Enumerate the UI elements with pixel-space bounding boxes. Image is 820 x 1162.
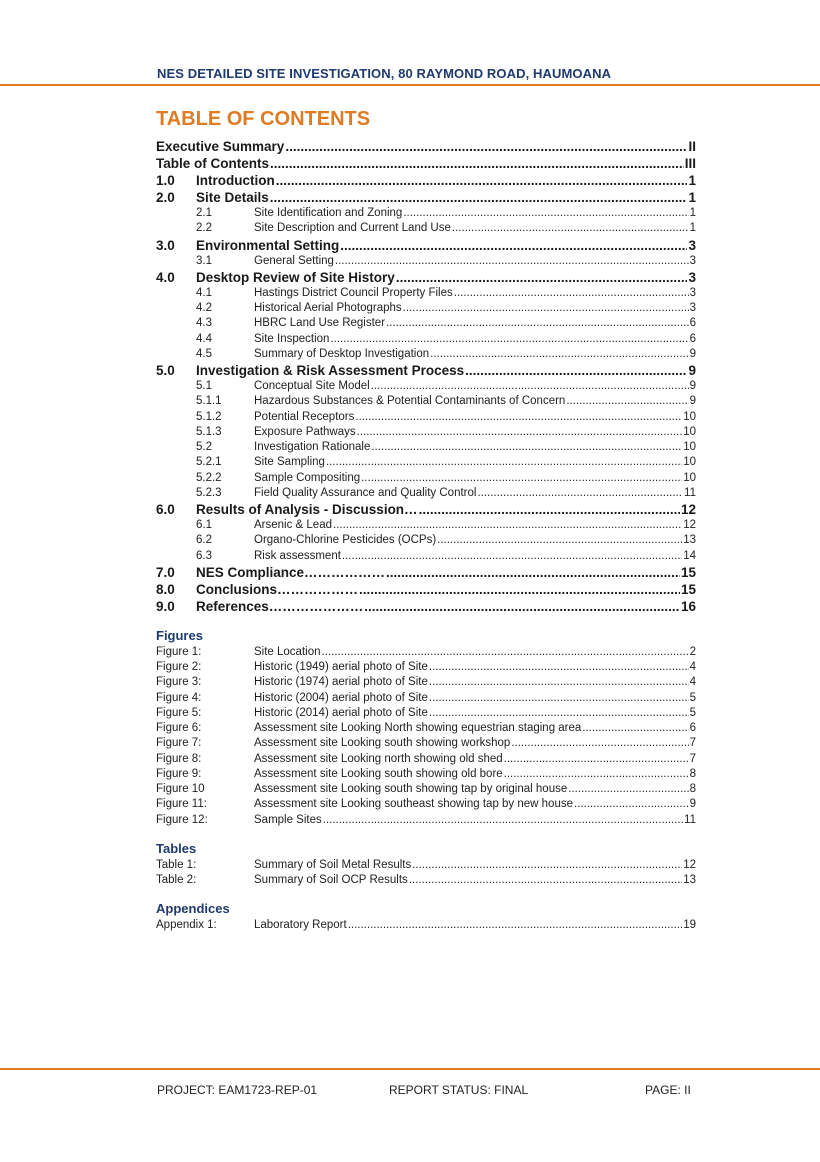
toc-section — [156, 581, 696, 598]
dot-leader — [430, 347, 688, 362]
toc-section — [156, 501, 696, 518]
entry-page: 13 — [683, 534, 696, 547]
entry-page: 9 — [689, 380, 696, 392]
entry-page: 10 — [683, 456, 696, 469]
dot-leader — [359, 581, 680, 598]
entry-page: 6 — [689, 332, 696, 345]
toc-subsection — [156, 301, 696, 316]
toc-subsection — [156, 518, 696, 533]
entry-page: 3 — [688, 269, 696, 285]
toc-subsection — [156, 440, 696, 455]
entry-number: 6.2 — [196, 534, 212, 547]
toc-entry — [156, 155, 696, 172]
entry-page: 19 — [683, 919, 696, 932]
entry-label: Exposure Pathways — [254, 425, 356, 438]
figure-entry — [156, 813, 696, 828]
entry-page: 3 — [688, 237, 696, 253]
entry-page: 9 — [689, 347, 696, 360]
entry-number: Figure 12: — [156, 813, 208, 826]
entry-number: 1.0 — [156, 173, 175, 188]
entry-number: 5.2 — [196, 441, 212, 453]
entry-page: 16 — [680, 598, 696, 614]
entry-label: Hazardous Substances & Potential Contaminants of Concern — [254, 395, 566, 408]
figure-entry — [156, 752, 696, 767]
entry-number: 5.1 — [196, 380, 212, 392]
entry-label: Laboratory Report — [254, 919, 347, 932]
entry-page: 12 — [680, 502, 696, 517]
entry-label: Summary of Soil Metal Results — [254, 858, 412, 871]
dot-leader — [437, 533, 682, 548]
entry-label: Assessment site Looking southeast showing tap by new house — [254, 798, 573, 811]
entry-number: 5.1.3 — [196, 425, 222, 438]
entry-label: Sample Sites — [254, 813, 322, 826]
entry-page: 9 — [688, 363, 696, 378]
tables-heading: Tables — [156, 840, 197, 856]
dot-leader — [357, 425, 683, 440]
entry-page: 5 — [689, 706, 696, 719]
dot-leader — [504, 752, 689, 767]
dot-leader — [566, 394, 688, 409]
entry-page: 15 — [680, 581, 696, 597]
figure-entry — [156, 645, 696, 660]
entry-number: 2.1 — [196, 207, 212, 219]
dot-leader — [326, 455, 682, 470]
entry-label: HBRC Land Use Register — [254, 317, 386, 330]
dot-leader — [511, 736, 688, 751]
dot-leader — [340, 237, 687, 254]
entry-number: Figure 4: — [156, 691, 202, 704]
entry-label: Historical Aerial Photographs — [254, 302, 402, 314]
entry-label: Sample Compositing — [254, 471, 361, 484]
entry-label: Site Details — [196, 190, 269, 205]
entry-label: Site Identification and Zoning — [254, 207, 403, 219]
entry-label: Arsenic & Lead — [254, 519, 332, 531]
entry-page: 10 — [683, 425, 696, 438]
dot-leader — [323, 813, 683, 828]
entry-label: Assessment site Looking south showing workshop — [254, 737, 511, 750]
dot-leader — [465, 362, 687, 379]
dot-leader — [429, 675, 689, 690]
entry-page: 10 — [683, 441, 696, 453]
appendix-entry — [156, 918, 696, 933]
figure-entry — [156, 767, 696, 782]
entry-page: 13 — [683, 874, 696, 886]
entry-number: Figure 7: — [156, 737, 202, 750]
entry-label: Environmental Setting — [196, 237, 340, 253]
toc-section — [156, 269, 696, 286]
entry-number: 5.2.1 — [196, 456, 222, 469]
entry-number: Table 2: — [156, 874, 197, 886]
entry-page: 14 — [683, 549, 696, 562]
entry-page: 12 — [683, 858, 696, 871]
entry-page: 9 — [689, 798, 696, 811]
entry-number: Table 1: — [156, 858, 197, 871]
entry-label: Results of Analysis - Discussion… — [196, 502, 418, 517]
entry-page: 10 — [683, 410, 696, 423]
entry-label: NES Compliance……………… — [196, 564, 386, 580]
entry-number: 3.0 — [156, 237, 175, 253]
dot-leader — [452, 221, 689, 236]
entry-number: Figure 9: — [156, 767, 202, 780]
dot-leader — [330, 332, 688, 347]
entry-number: 4.5 — [196, 347, 212, 360]
toc-subsection — [156, 549, 696, 564]
dot-leader — [403, 301, 689, 316]
entry-label: Investigation Rationale — [254, 441, 371, 453]
entry-label: Introduction — [196, 173, 275, 188]
toc-subsection — [156, 206, 696, 221]
entry-page: 1 — [688, 173, 696, 188]
dot-leader — [270, 189, 688, 206]
toc-subsection — [156, 533, 696, 548]
entry-page: 8 — [689, 783, 696, 795]
entry-page: 1 — [689, 222, 696, 235]
entry-page: 4 — [689, 676, 696, 689]
entry-label: Summary of Desktop Investigation — [254, 347, 430, 360]
dot-leader — [355, 410, 682, 425]
entry-label: Summary of Soil OCP Results — [254, 874, 408, 886]
entry-label: Hastings District Council Property Files — [254, 286, 453, 299]
dot-leader — [285, 138, 687, 155]
footer-project: PROJECT: EAM1723-REP-01 — [157, 1083, 318, 1097]
entry-label: Conclusions……………… — [196, 581, 359, 597]
entry-page: 6 — [689, 722, 696, 734]
footer-divider — [0, 1068, 820, 1070]
entry-number: 8.0 — [156, 581, 175, 597]
entry-label: Site Location — [254, 645, 321, 658]
entry-label: Risk assessment — [254, 549, 341, 562]
figure-entry — [156, 782, 696, 797]
entry-label: Historic (1974) aerial photo of Site — [254, 676, 428, 689]
dot-leader — [322, 645, 689, 660]
toc-section — [156, 237, 696, 254]
entry-label: Historic (2014) aerial photo of Site — [254, 706, 428, 719]
entry-label: Conceptual Site Model — [254, 380, 370, 392]
dot-leader — [568, 782, 688, 797]
entry-label: Investigation & Risk Assessment Process — [196, 363, 465, 378]
entry-page: 7 — [689, 737, 696, 750]
entry-number: 5.1.1 — [196, 395, 222, 408]
dot-leader — [371, 440, 682, 455]
entry-label: Desktop Review of Site History — [196, 269, 395, 285]
dot-leader — [504, 767, 689, 782]
dot-leader — [386, 316, 689, 331]
toc-section — [156, 172, 696, 189]
appendices-heading: Appendices — [156, 901, 230, 917]
figure-entry — [156, 675, 696, 690]
entry-number: 4.2 — [196, 302, 212, 314]
entry-page: 11 — [684, 486, 696, 499]
entry-label: Organo-Chlorine Pesticides (OCPs) — [254, 534, 437, 547]
dot-leader — [582, 721, 688, 736]
figure-entry — [156, 721, 696, 736]
entry-label: General Setting — [254, 254, 334, 267]
figures-heading: Figures — [156, 627, 203, 643]
report-title: NES DETAILED SITE INVESTIGATION, 80 RAYMOND ROAD, HAUMOANA — [157, 66, 612, 81]
entry-label: Historic (2004) aerial photo of Site — [254, 691, 428, 704]
entry-number: Appendix 1: — [156, 919, 217, 932]
entry-number: 5.2.2 — [196, 471, 222, 484]
toc-subsection — [156, 332, 696, 347]
toc-subsection — [156, 221, 696, 236]
dot-leader — [409, 873, 682, 888]
entry-label: Potential Receptors — [254, 410, 355, 423]
entry-number: Figure 8: — [156, 752, 202, 765]
toc-subsection — [156, 410, 696, 425]
toc-entry — [156, 138, 696, 155]
entry-number: 6.0 — [156, 502, 175, 517]
entry-label: Assessment site Looking south showing old bore — [254, 767, 503, 780]
entry-number: Figure 3: — [156, 676, 202, 689]
entry-label: Executive Summary — [156, 139, 285, 154]
entry-page: 3 — [689, 302, 696, 314]
toc-subsection — [156, 254, 696, 269]
dot-leader — [477, 486, 683, 501]
entry-number: Figure 11: — [156, 798, 207, 811]
entry-page: 5 — [689, 691, 696, 704]
dot-leader — [361, 471, 682, 486]
dot-leader — [412, 858, 682, 873]
entry-label: Field Quality Assurance and Quality Control — [254, 486, 477, 499]
entry-page: 11 — [684, 813, 696, 826]
entry-number: 5.2.3 — [196, 486, 222, 499]
entry-page: 2 — [689, 645, 696, 658]
toc-title: TABLE OF CONTENTS — [156, 108, 371, 130]
entry-number: Figure 6: — [156, 722, 202, 734]
dot-leader — [574, 797, 689, 812]
entry-number: 4.0 — [156, 269, 175, 285]
dot-leader — [348, 918, 683, 933]
dot-leader — [270, 155, 684, 172]
toc-subsection — [156, 379, 696, 394]
entry-page: III — [684, 156, 696, 171]
entry-page: 4 — [689, 661, 696, 673]
entry-page: 9 — [689, 395, 696, 408]
dot-leader — [386, 564, 680, 581]
entry-label: Assessment site Looking north showing old shed — [254, 752, 503, 765]
entry-page: 1 — [689, 207, 696, 219]
entry-number: 6.1 — [196, 519, 212, 531]
figure-entry — [156, 660, 696, 675]
entry-number: 2.2 — [196, 222, 212, 235]
footer-status: REPORT STATUS: FINAL — [389, 1083, 529, 1097]
figure-entry — [156, 736, 696, 751]
toc-section — [156, 189, 696, 206]
dot-leader — [364, 598, 680, 615]
toc-subsection — [156, 394, 696, 409]
header-divider — [0, 84, 820, 86]
dot-leader — [429, 706, 689, 721]
entry-label: Site Sampling — [254, 456, 325, 469]
toc-subsection — [156, 486, 696, 501]
entry-page: 3 — [689, 254, 696, 267]
footer-page: PAGE: II — [645, 1083, 691, 1097]
figure-entry — [156, 691, 696, 706]
entry-label: Table of Contents — [156, 156, 269, 171]
toc-section — [156, 362, 696, 379]
entry-label: Site Description and Current Land Use — [254, 222, 451, 235]
dot-leader — [454, 286, 689, 301]
entry-label: Assessment site Looking south showing tap by original house — [254, 783, 568, 795]
toc-subsection — [156, 286, 696, 301]
dot-leader — [429, 691, 689, 706]
dot-leader — [371, 379, 689, 394]
toc-section — [156, 564, 696, 581]
dot-leader — [403, 206, 688, 221]
entry-label: Historic (1949) aerial photo of Site — [254, 661, 428, 673]
entry-number: 7.0 — [156, 564, 175, 580]
dot-leader — [419, 501, 680, 518]
figure-entry — [156, 706, 696, 721]
dot-leader — [276, 172, 688, 189]
toc-subsection — [156, 471, 696, 486]
table-of-contents — [156, 138, 696, 934]
entry-page: 10 — [683, 471, 696, 484]
dot-leader — [335, 254, 689, 269]
entry-number: 4.4 — [196, 332, 212, 345]
entry-label: Assessment site Looking North showing equestrian staging area — [254, 722, 582, 734]
toc-subsection — [156, 425, 696, 440]
entry-number: Figure 1: — [156, 645, 202, 658]
entry-page: 3 — [689, 286, 696, 299]
dot-leader — [342, 549, 682, 564]
entry-number: 9.0 — [156, 598, 175, 614]
entry-page: II — [688, 139, 696, 154]
figure-entry — [156, 797, 696, 812]
entry-number: 2.0 — [156, 190, 175, 205]
entry-number: 4.1 — [196, 286, 212, 299]
dot-leader — [333, 518, 682, 533]
entry-number: Figure 10 — [156, 783, 205, 795]
table-entry — [156, 873, 696, 888]
entry-number: Figure 2: — [156, 661, 202, 673]
dot-leader — [396, 269, 688, 286]
entry-number: Figure 5: — [156, 706, 202, 719]
entry-label: References………………… — [196, 598, 364, 614]
entry-number: 5.0 — [156, 363, 175, 378]
entry-number: 5.1.2 — [196, 410, 222, 423]
dot-leader — [429, 660, 689, 675]
toc-subsection — [156, 455, 696, 470]
toc-subsection — [156, 347, 696, 362]
entry-page: 6 — [689, 317, 696, 330]
entry-number: 6.3 — [196, 549, 212, 562]
entry-page: 12 — [683, 519, 696, 531]
entry-number: 3.1 — [196, 254, 212, 267]
entry-number: 4.3 — [196, 317, 212, 330]
entry-page: 8 — [689, 767, 696, 780]
entry-page: 7 — [689, 752, 696, 765]
entry-page: 1 — [688, 190, 696, 205]
table-entry — [156, 858, 696, 873]
toc-section — [156, 598, 696, 615]
toc-subsection — [156, 316, 696, 331]
entry-page: 15 — [680, 564, 696, 580]
entry-label: Site Inspection — [254, 332, 330, 345]
